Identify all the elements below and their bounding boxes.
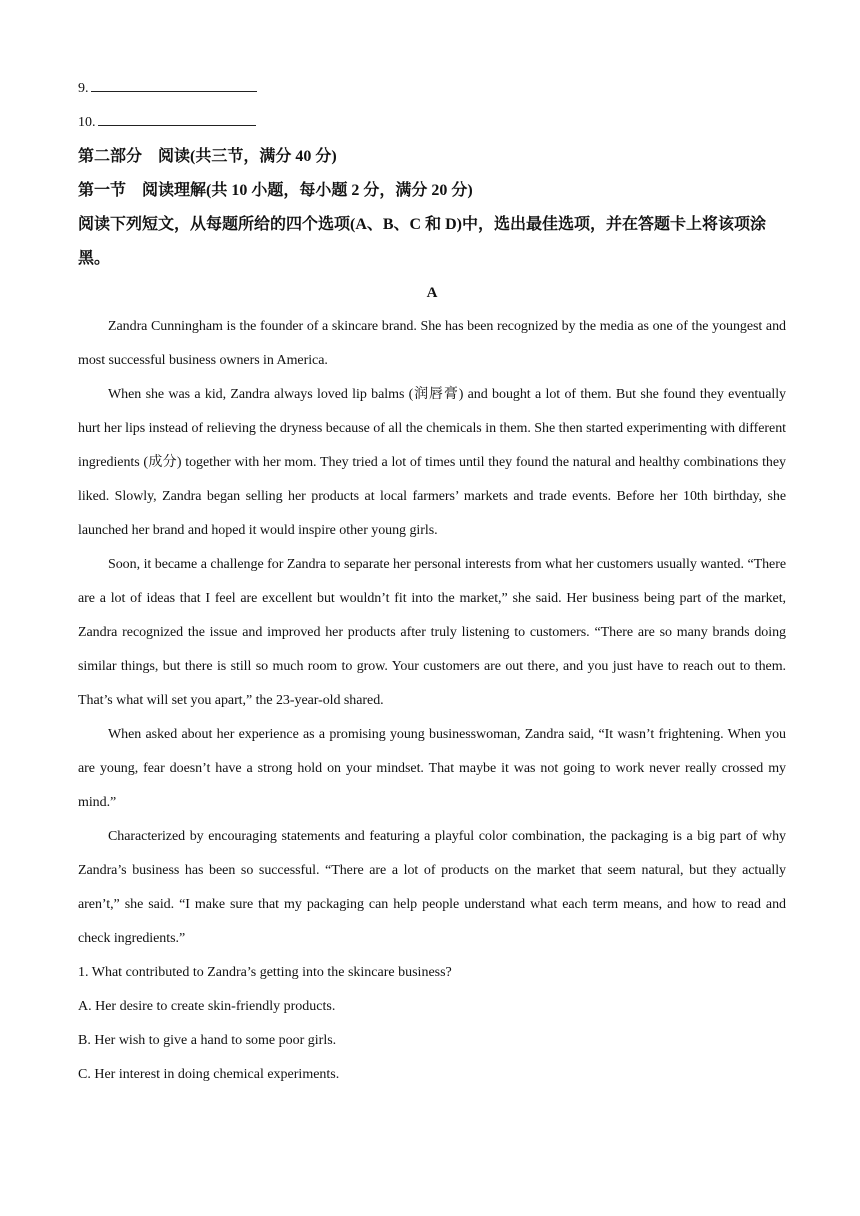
question-option[interactable]: C. Her interest in doing chemical experiments. — [78, 1067, 340, 1082]
passage-paragraph: Soon, it became a challenge for Zandra to separate her personal interests from what her customers usually wanted. “There are a lot of ideas that I feel are excellent but wouldn’t fit into the market,” she said. Her business being part of the market, Zandra recognized the issue and improved her products after truly listening to customers. “There are so many brands doing similar things, but there is still so much room to grow. Your customers are out there, and you just have to reach out to them. That’s what will set you apart,” the 23-year-old shared. — [78, 557, 786, 708]
passage-paragraph: When she was a kid, Zandra always loved lip balms (润唇膏) and bought a lot of them. But she found they eventually hurt her lips instead of relieving the dryness because of all the chemicals in them. She then started experimenting with different ingredients (成分) together with her mom. They tried a lot of times until they found the natural and healthy combinations they liked. Slowly, Zandra began selling her products at local farmers’ markets and trade events. Before her 10th birthday, she launched her brand and hoped it would inspire other young girls. — [78, 387, 786, 538]
subsection-heading: 第一节 阅读理解(共 10 小题，每小题 2 分，满分 20 分) — [78, 182, 473, 199]
question-option[interactable]: A. Her desire to create skin-friendly products. — [78, 999, 336, 1014]
answer-line[interactable] — [98, 113, 256, 126]
answer-blank-9 — [78, 72, 786, 106]
passage-paragraph: Characterized by encouraging statements and featuring a playful color combination, the packaging is a big part of why Zandra’s business has been so successful. “There are a lot of products on the market that seem natural, but they actually aren’t,” she said. “I make sure that my packaging can help people understand what each term means, and how to read and check ingredients.” — [78, 829, 786, 946]
instruction-text: 阅读下列短文，从每题所给的四个选项(A、B、C 和 D)中，选出最佳选项，并在答题卡上将该项涂黑。 — [78, 216, 766, 267]
exam-page — [78, 72, 786, 1092]
blank-number: 9. — [78, 81, 89, 96]
answer-blank-10 — [78, 106, 786, 140]
question-option[interactable]: B. Her wish to give a hand to some poor girls. — [78, 1033, 337, 1048]
passage-title: A — [426, 285, 438, 301]
blank-number: 10. — [78, 115, 96, 130]
passage-paragraph: When asked about her experience as a promising young businesswoman, Zandra said, “It wasn’t frightening. When you are young, fear doesn’t have a strong hold on your mindset. That maybe it was not going to work never really crossed my mind.” — [78, 727, 786, 810]
answer-line[interactable] — [91, 79, 257, 92]
question-stem: 1. What contributed to Zandra’s getting into the skincare business? — [78, 965, 452, 980]
passage-paragraph: Zandra Cunningham is the founder of a skincare brand. She has been recognized by the media as one of the youngest and most successful business owners in America. — [78, 319, 786, 368]
part-heading: 第二部分 阅读(共三节，满分 40 分) — [78, 148, 337, 165]
